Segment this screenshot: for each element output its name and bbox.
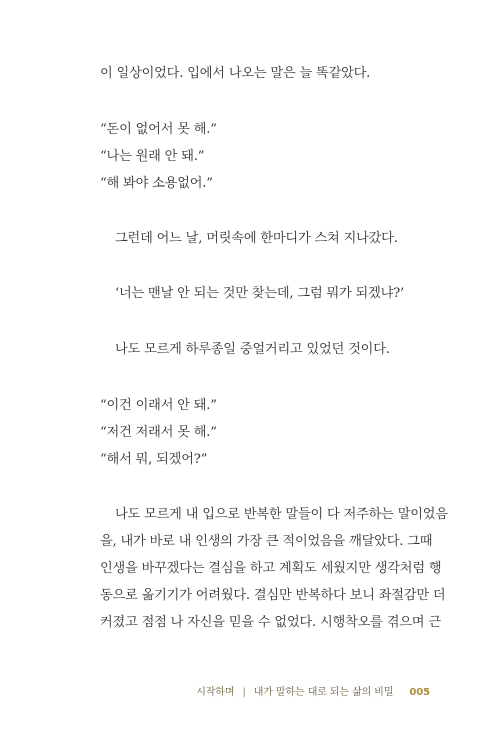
paragraph-line-3: 인생을 바꾸겠다는 결심을 하고 계획도 세웠지만 생각처럼 행 [100, 561, 442, 576]
quote-line-6: “해서 뭐, 되겠어?” [100, 452, 208, 467]
paragraph-line-2: 을, 내가 바로 내 인생의 가장 큰 적이었음을 깨달았다. 그때 [100, 534, 433, 549]
body-line-1: 이 일상이었다. 입에서 나오는 말은 늘 똑같았다. [100, 66, 371, 81]
footer-separator: | [242, 687, 246, 698]
footer-section: 시작하며 [196, 687, 235, 698]
thought-line: ‘너는 맨날 안 되는 것만 찾는데, 그럼 뭐가 되겠냐?’ [115, 286, 405, 301]
page-number: 005 [409, 687, 430, 698]
paragraph-line-5: 커졌고 점점 나 자신을 믿을 수 없었다. 시행착오를 겪으며 근 [100, 615, 441, 630]
body-line-2: 그런데 어느 날, 머릿속에 한마디가 스쳐 지나갔다. [115, 231, 398, 246]
quote-line-2: “나는 원래 안 돼.” [100, 149, 205, 164]
quote-line-3: “해 봐야 소용없어.” [100, 176, 213, 191]
quote-line-5: “저건 저래서 못 해.” [100, 425, 217, 440]
paragraph-line-1: 나도 모르게 내 입으로 반복한 말들이 다 저주하는 말이었음 [115, 507, 448, 522]
footer-book-title: 내가 말하는 대로 되는 삶의 비밀 [253, 687, 394, 698]
running-footer [0, 683, 430, 698]
body-line-3: 나도 모르게 하루종일 중얼거리고 있었던 것이다. [115, 342, 390, 357]
quote-line-1: “돈이 없어서 못 해.” [100, 122, 217, 137]
quote-line-4: “이건 이래서 안 돼.” [100, 398, 217, 413]
paragraph-line-4: 동으로 옮기기가 어려웠다. 결심만 반복하다 보니 좌절감만 더 [100, 588, 446, 603]
